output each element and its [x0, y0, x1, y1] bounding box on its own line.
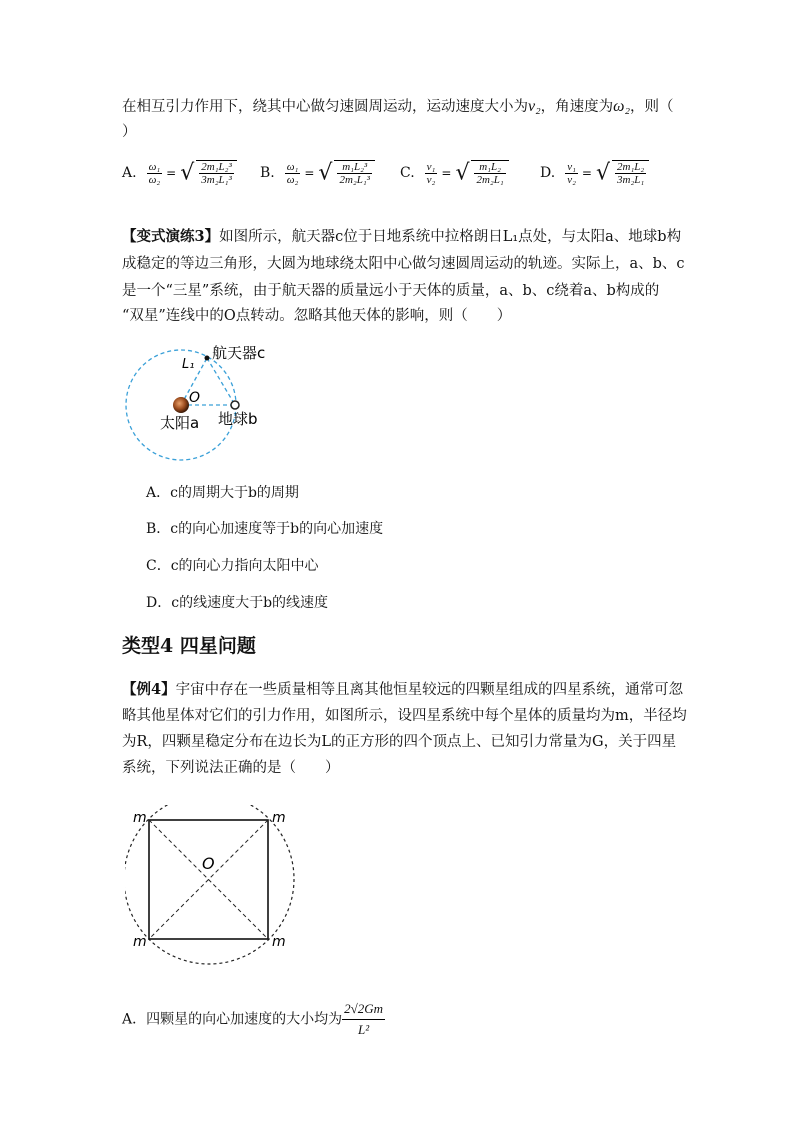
variant3-line-1 — [122, 227, 681, 247]
lhs-numerator: ω₁ — [148, 160, 161, 173]
lhs-numerator: v₁ — [567, 160, 576, 173]
lhs-denominator: v₂ — [426, 173, 436, 186]
lhs-denominator: v₂ — [567, 173, 576, 186]
l1-label: L₁ — [182, 357, 195, 372]
equals-sign: = — [304, 166, 315, 180]
intro-close-paren: ） — [122, 124, 137, 140]
lhs-numerator: ω₁ — [286, 160, 299, 173]
radicand-numerator: m₁L₂³ — [337, 161, 372, 174]
radicand-numerator: 2m₁L₂³ — [201, 161, 232, 173]
option-letter: B. — [260, 165, 275, 181]
variant3-text-4: “双星”连线中的O点转动。忽略其他天体的影响，则（ ） — [122, 308, 512, 324]
example4-text-1: 宇宙中存在一些质量相等且离其他恒星较远的四颗星组成的四星系统，通常可忽 — [175, 682, 684, 698]
v2-symbol: v₂ — [528, 98, 541, 115]
variant3-line-2 — [122, 254, 685, 274]
label-m-bottom-left: m — [133, 934, 147, 950]
variant3-tag: 【变式演练3】 — [122, 228, 220, 245]
intro-line-2 — [122, 122, 137, 142]
label-o-center: O — [202, 854, 215, 873]
formula-option-d: D. $\frac{\text{v₁}}{\text{v₂}}$ = √ $\frac{\text{2m₁L₂}}{\text{3m₂L₁}}$ — [540, 160, 649, 186]
formula-option-b: B. $\frac{\text{ω₁}}{\text{ω₂}}$ = √ $\frac{\text{m₁L₂³}}{\text{2m₂L₁³}}$ — [260, 160, 375, 186]
radicand-denominator: 3m₂L₁ — [617, 174, 645, 186]
radicand-numerator: 2m₁L₂ — [617, 161, 645, 173]
radicand-denominator: 2m₂L₁³ — [339, 174, 370, 186]
radicand-denominator: 2m₂L₁ — [476, 174, 504, 186]
o-label: O — [189, 390, 201, 406]
option-a-numerator: 2√2Gm — [342, 999, 385, 1020]
option-letter: A. — [122, 165, 137, 181]
figure-three-star — [118, 340, 288, 465]
equals-sign: = — [166, 166, 177, 180]
section-heading: 类型4 四星问题 — [122, 635, 256, 657]
lhs-numerator: v₁ — [426, 160, 436, 173]
earth-icon — [231, 401, 239, 409]
example4-line-4 — [122, 758, 340, 778]
variant3-text-3: 是一个“三星”系统，由于航天器的质量远小于天体的质量，a、b、c绕着a、b构成的 — [122, 283, 660, 299]
figure-four-star — [125, 805, 295, 965]
label-m-bottom-right: m — [272, 934, 286, 950]
intro-line-1 — [122, 97, 674, 117]
variant3-option-a: A．c的周期大于b的周期 — [146, 485, 299, 501]
example4-option-a — [122, 999, 385, 1040]
option-a-denominator: L² — [358, 1022, 370, 1037]
spacecraft-label: 航天器c — [212, 344, 266, 362]
option-letter: C. — [400, 165, 415, 181]
example4-tag: 【例4】 — [122, 681, 176, 698]
earth-label: 地球b — [218, 410, 258, 428]
intro-mid: ，角速度为 — [540, 99, 614, 115]
variant3-line-4 — [122, 306, 511, 326]
option-letter: D. — [540, 165, 556, 181]
option-a-text: A．四颗星的向心加速度的大小均为 — [122, 1011, 343, 1028]
variant3-option-b: B．c的向心加速度等于b的向心加速度 — [146, 521, 384, 537]
intro-text: 在相互引力作用下，绕其中心做匀速圆周运动，运动速度大小为 — [122, 99, 528, 115]
equals-sign: = — [581, 166, 592, 180]
omega2-symbol: ω₂ — [613, 98, 631, 115]
variant3-text-1: 如图所示，航天器c位于日地系统中拉格朗日L₁点处，与太阳a、地球b构 — [219, 229, 682, 245]
variant3-text-2: 成稳定的等边三角形，大圆为地球绕太阳中心做匀速圆周运动的轨迹。实际上，a、b、c — [122, 256, 685, 272]
label-m-top-right: m — [272, 810, 286, 826]
example4-text-4: 系统，下列说法正确的是（ ） — [122, 760, 340, 776]
spacecraft-dot — [205, 356, 210, 361]
triangle-side-craft-earth — [207, 358, 235, 405]
radicand-numerator: m₁L₂ — [474, 161, 505, 174]
formula-option-c: C. $\frac{\text{v₁}}{\text{v₂}}$ = √ $\frac{\text{m₁L₂}}{\text{2m₂L₁}}$ — [400, 160, 509, 186]
radicand-denominator: 3m₂L₁³ — [201, 174, 232, 186]
formula-option-a: A. $\frac{\text{ω₁}}{\text{ω₂}}$ = √ $\frac{\text{2m₁L₂³}}{\text{3m₂L₁³}}$ — [122, 160, 237, 186]
lhs-denominator: ω₂ — [148, 173, 161, 186]
variant3-option-d: D．c的线速度大于b的线速度 — [146, 595, 329, 611]
intro-end: ，则（ — [630, 99, 674, 115]
sun-label: 太阳a — [160, 414, 200, 432]
example4-line-2 — [122, 706, 687, 726]
example4-line-1 — [122, 680, 683, 700]
lhs-denominator: ω₂ — [286, 173, 299, 186]
sun-icon — [173, 397, 189, 413]
example4-line-3 — [122, 732, 676, 752]
variant3-line-3 — [122, 281, 659, 301]
variant3-option-c: C．c的向心力指向太阳中心 — [146, 558, 319, 574]
label-m-top-left: m — [133, 810, 147, 826]
example4-text-3: 为R，四颗星稳定分布在边长为L的正方形的四个顶点上、已知引力常量为G，关于四星 — [122, 734, 677, 750]
equals-sign: = — [441, 166, 452, 180]
example4-text-2: 略其他星体对它们的引力作用，如图所示，设四星系统中每个星体的质量均为m，半径均 — [122, 708, 687, 724]
